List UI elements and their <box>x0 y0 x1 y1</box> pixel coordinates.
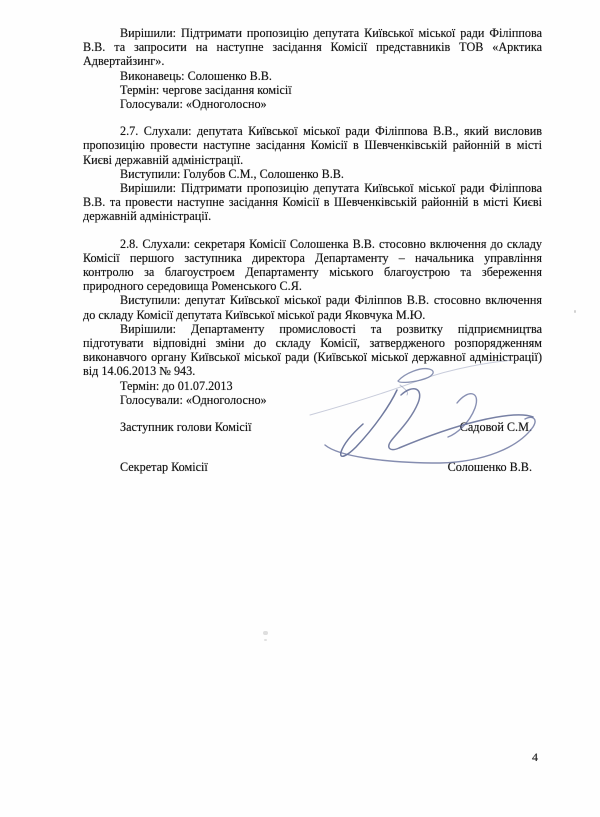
scan-dot-artifact <box>574 310 576 313</box>
signature-row-deputy-head <box>83 420 542 434</box>
signature-title-secretary: Секретар Комісії <box>120 460 208 475</box>
signature-title-deputy-head: Заступник голови Комісії <box>120 420 252 435</box>
paragraph-2-7-spoke: Виступили: Голубов С.М., Солошенко В.В. <box>120 166 344 181</box>
paragraph-2-8-resolution: Вирішили: Департаменту промисловості та розвитку підприємництва підготувати відповідні зміни до складу Комісії, затвердженого розпорядженням виконавчого органу Київської міської ради (Київської міської державної адміністрації) від 14.06.2013 № 943. <box>83 321 542 379</box>
signature-row-secretary <box>83 460 542 474</box>
page-number: 4 <box>532 750 538 764</box>
signature-name-sadovoy: Садовой С.М. <box>459 420 532 435</box>
paragraph-2-7-heard: 2.7. Слухали: депутата Київської міської ради Філіппова В.В., який висловив пропозицію провести наступне засідання Комісії в Шевченківській районній в місті Києві державній адміністрації. <box>83 124 542 167</box>
line-voted: Голосували: «Одноголосно» <box>120 97 267 112</box>
paragraph-resolution-2-6: Вирішили: Підтримати пропозицію депутата Київської міської ради Філіппова В.В. та запросити на наступне засідання Комісії представників ТОВ «Арктика Адвертайзинг». <box>83 26 542 69</box>
paragraph-2-8-spoke: Виступили: депутат Київської міської ради Філіппов В.В. стосовно включення до складу Комісії депутата Київської міської ради Яковчука М.Ю. <box>83 293 542 322</box>
line-term-date: Термін: до 01.07.2013 <box>120 378 233 393</box>
line-executor: Виконавець: Солошенко В.В. <box>120 68 272 83</box>
line-voted-2: Голосували: «Одноголосно» <box>120 392 267 407</box>
document-body <box>83 26 542 474</box>
paragraph-2-7-resolution: Вирішили: Підтримати пропозицію депутата Київської міської ради Філіппова В.В. та провести наступне засідання Комісії в Шевченківській районній в місті Києві державній адміністрації. <box>83 181 542 224</box>
signature-name-soloshenko: Солошенко В.В. <box>447 460 532 475</box>
scan-smudge-artifact <box>263 631 268 635</box>
line-term: Термін: чергове засідання комісії <box>120 82 292 97</box>
paragraph-2-8-heard: 2.8. Слухали: секретаря Комісії Солошенка В.В. стосовно включення до складу Комісії першого заступника директора Департаменту – начальника управління контролю за благоустроєм Департаменту міського благоустрою та збереження природного середовища Роменського С.Я. <box>83 236 542 294</box>
